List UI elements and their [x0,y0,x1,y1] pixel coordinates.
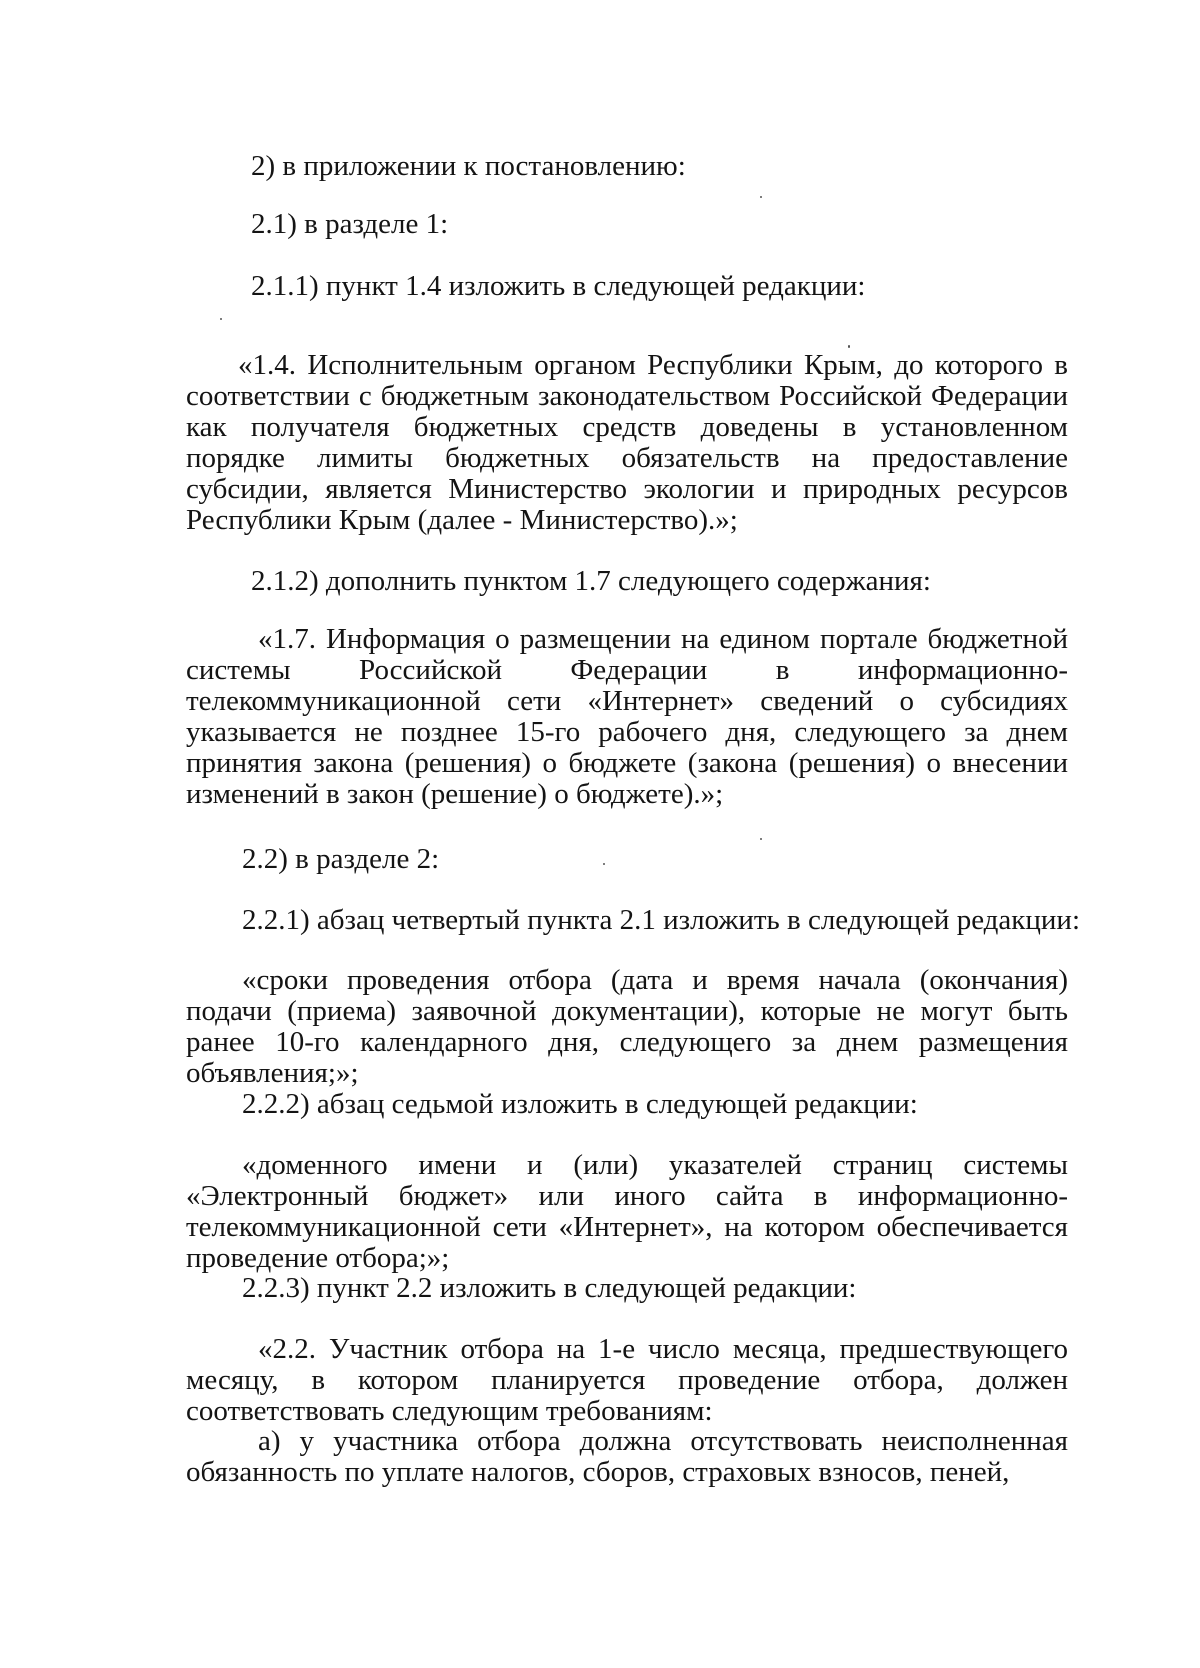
item-2-1-2-heading: 2.1.2) дополнить пунктом 1.7 следующего содержания: [251,565,931,597]
scan-speck [220,318,222,320]
item-2-1-heading: 2.1) в разделе 1: [251,208,449,240]
scan-speck [603,863,605,865]
item-2-2-2-heading: 2.2.2) абзац седьмой изложить в следующей редакции: [242,1088,918,1120]
scan-speck [760,838,762,840]
paragraph-2-2-1: «сроки проведения отбора (дата и время начала (окончания) подачи (приема) заявочной документации), которые не могут быть ранее 10-го календарного дня, следующего за днем размещения объявления;»; [186,964,1068,1089]
paragraph-1-4: «1.4. Исполнительным органом Республики Крым, до которого в соответствии с бюджетным законодательством Российской Федерации как получателя бюджетных средств доведены в установленном порядке лимиты бюджетных обязательств на предоставление субсидии, является Министерство экологии и природных ресурсов Республики Крым (далее - Министерство).»; [186,349,1068,536]
paragraph-2-2-2: «доменного имени и (или) указателей страниц системы «Электронный бюджет» или иного сайта в информационно-телекоммуникационной сети «Интернет», на котором обеспечивается проведение отбора;»; [186,1149,1068,1274]
paragraph-2-2: «2.2. Участник отбора на 1-е число месяца, предшествующего месяцу, в котором планируется проведение отбора, должен соответствовать следующим требованиям: [186,1333,1068,1427]
item-2-heading: 2) в приложении к постановлению: [251,150,686,182]
item-2-2-heading: 2.2) в разделе 2: [242,843,440,875]
scan-speck [848,345,850,348]
item-2-1-1-heading: 2.1.1) пункт 1.4 изложить в следующей редакции: [251,270,866,302]
scan-speck [760,196,762,198]
paragraph-1-7: «1.7. Информация о размещении на едином портале бюджетной системы Российской Федерации в информационно-телекоммуникационной сети «Интернет» сведений о субсидиях указывается не позднее 15-го рабочего дня, следующего за днем принятия закона (решения) о бюджете (закона (решения) о внесении изменений в закон (решение) о бюджете).»; [186,623,1068,810]
item-2-2-1-heading: 2.2.1) абзац четвертый пункта 2.1 изложить в следующей редакции: [242,904,1081,936]
item-2-2-3-heading: 2.2.3) пункт 2.2 изложить в следующей редакции: [242,1272,857,1304]
paragraph-2-2-a: а) у участника отбора должна отсутствовать неисполненная обязанность по уплате налогов, сборов, страховых взносов, пеней, [186,1425,1068,1488]
